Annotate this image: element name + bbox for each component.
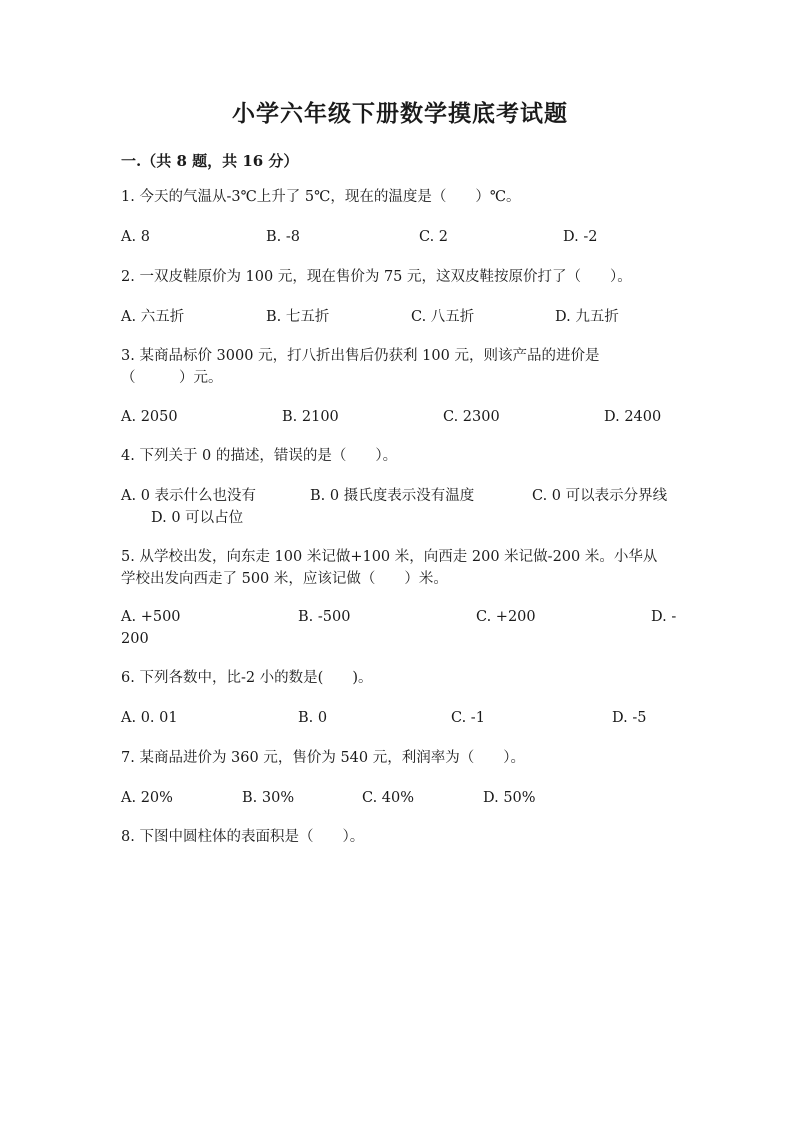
option-c: C. 八五折 xyxy=(411,309,475,325)
option-c: C. 0 可以表示分界线 xyxy=(532,488,668,504)
question-2 xyxy=(121,266,632,288)
option-d: D. - xyxy=(651,609,677,625)
option-b: B. 0 xyxy=(298,710,328,726)
option-b: B. 30% xyxy=(242,790,295,806)
option-a: A. 20% xyxy=(121,790,173,806)
option-a: A. 8 xyxy=(121,229,150,245)
option-d: D. 0 可以占位 xyxy=(151,510,244,526)
option-b: B. 0 摄氏度表示没有温度 xyxy=(310,488,475,504)
question-stem: 4. 下列关于 0 的描述，错误的是（ ）。 xyxy=(121,448,398,464)
question-3 xyxy=(121,345,599,389)
option-d: D. 50% xyxy=(483,790,536,806)
option-b: B. -500 xyxy=(298,609,351,625)
question-stem-continued: 学校出发向西走了 500 米，应该记做（ ）米。 xyxy=(121,571,448,587)
option-c: C. +200 xyxy=(476,609,536,625)
option-b: B. 2100 xyxy=(282,409,339,425)
question-stem: 5. 从学校出发，向东走 100 米记做+100 米，向西走 200 米记做-200 米。小华从 xyxy=(121,549,658,565)
question-stem: 6. 下列各数中，比-2 小的数是( )。 xyxy=(121,670,373,686)
option-b: B. -8 xyxy=(266,229,300,245)
question-stem: 7. 某商品进价为 360 元，售价为 540 元，利润率为（ ）。 xyxy=(121,750,525,766)
option-d: D. -2 xyxy=(563,229,598,245)
question-5 xyxy=(121,546,657,590)
question-6 xyxy=(121,667,373,689)
question-stem-continued: （ ）元。 xyxy=(121,370,223,386)
question-1 xyxy=(121,186,521,208)
option-d: D. 九五折 xyxy=(555,309,619,325)
question-stem: 2. 一双皮鞋原价为 100 元，现在售价为 75 元，这双皮鞋按原价打了（ ）。 xyxy=(121,269,632,285)
option-c: C. 40% xyxy=(362,790,415,806)
option-d-wrap: 200 xyxy=(121,631,149,647)
question-4 xyxy=(121,445,397,467)
option-c: C. 2300 xyxy=(443,409,500,425)
option-a: A. +500 xyxy=(121,609,181,625)
question-8 xyxy=(121,826,364,848)
question-stem: 1. 今天的气温从-3℃上升了 5℃，现在的温度是（ ）℃。 xyxy=(121,189,521,205)
option-d: D. -5 xyxy=(612,710,647,726)
option-b: B. 七五折 xyxy=(266,309,330,325)
question-stem: 3. 某商品标价 3000 元，打八折出售后仍获利 100 元，则该产品的进价是 xyxy=(121,348,600,364)
option-a: A. 0 表示什么也没有 xyxy=(121,488,257,504)
option-c: C. 2 xyxy=(419,229,449,245)
page-title: 小学六年级下册数学摸底考试题 xyxy=(232,100,568,127)
option-a: A. 0. 01 xyxy=(121,710,178,726)
option-d: D. 2400 xyxy=(604,409,662,425)
section-heading: 一.（共 8 题，共 16 分） xyxy=(121,152,299,170)
option-c: C. -1 xyxy=(451,710,485,726)
option-a: A. 2050 xyxy=(121,409,178,425)
option-a: A. 六五折 xyxy=(121,309,185,325)
question-7 xyxy=(121,747,525,769)
question-stem: 8. 下图中圆柱体的表面积是（ ）。 xyxy=(121,829,365,845)
